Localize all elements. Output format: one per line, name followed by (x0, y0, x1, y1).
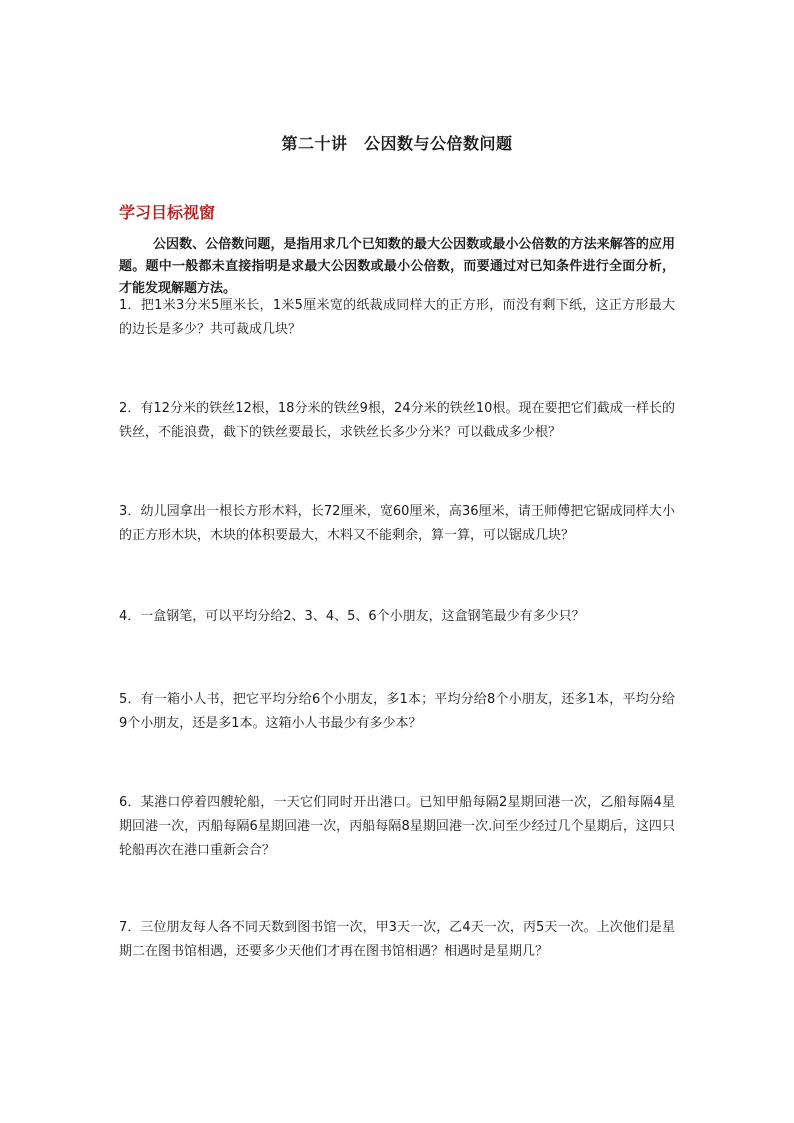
problem-text: 把1米3分米5厘米长，1米5厘米宽的纸裁成同样大的正方形，而没有剩下纸，这正方形最大的边长是多少？共可裁成几块？ (119, 298, 675, 337)
problem-text: 一盒钢笔，可以平均分给2、3、4、5、6个小朋友，这盒钢笔最少有多少只？ (140, 609, 585, 624)
problem-number: 5． (119, 692, 141, 707)
problem-6 (119, 791, 675, 863)
problem-text: 三位朋友每人各不同天数到图书馆一次，甲3天一次，乙4天一次，丙5天一次。上次他们是星期二在图书馆相遇，还要多少天他们才再在图书馆相遇？相遇时是星期几？ (119, 920, 675, 959)
problem-number: 7． (119, 920, 141, 935)
problem-text: 有12分米的铁丝12根，18分米的铁丝9根，24分米的铁丝10根。现在要把它们截成一样长的铁丝，不能浪费，截下的铁丝要最长，求铁丝长多少分米？可以截成多少根？ (119, 401, 675, 440)
lesson-title: 第二十讲 公因数与公倍数问题 (281, 134, 513, 153)
problem-number: 6． (119, 795, 141, 810)
problem-number: 2． (119, 401, 141, 416)
problem-2 (119, 397, 675, 445)
section-heading: 学习目标视窗 (119, 203, 216, 222)
problem-1 (119, 294, 675, 342)
problem-text: 某港口停着四艘轮船，一天它们同时开出港口。已知甲船每隔2星期回港一次，乙船每隔4星期回港一次，丙船每隔6星期回港一次，丙船每隔8星期回港一次.问至少经过几个星期后，这四只轮船再次在港口重新会合？ (119, 795, 675, 858)
problem-7 (119, 916, 675, 964)
problem-number: 3． (119, 504, 141, 519)
problem-number: 4． (119, 609, 141, 624)
problem-number: 1． (119, 298, 141, 313)
intro-paragraph: 公因数、公倍数问题，是指用求几个已知数的最大公因数或最小公倍数的方法来解答的应用题。题中一般都未直接指明是求最大公因数或最小公倍数，而要通过对已知条件进行全面分析，才能发现解题方法。 (119, 237, 675, 296)
problem-text: 有一箱小人书，把它平均分给6个小朋友，多1本；平均分给8个小朋友，还多1本，平均分给9个小朋友，还是多1本。这箱小人书最少有多少本？ (119, 692, 675, 731)
problem-4 (119, 605, 675, 629)
problem-text: 幼儿园拿出一根长方形木料，长72厘米，宽60厘米，高36厘米，请王师傅把它锯成同样大小的正方形木块，木块的体积要最大，木料又不能剩余，算一算，可以锯成几块？ (119, 504, 675, 543)
problem-3 (119, 500, 675, 548)
problem-5 (119, 688, 675, 736)
